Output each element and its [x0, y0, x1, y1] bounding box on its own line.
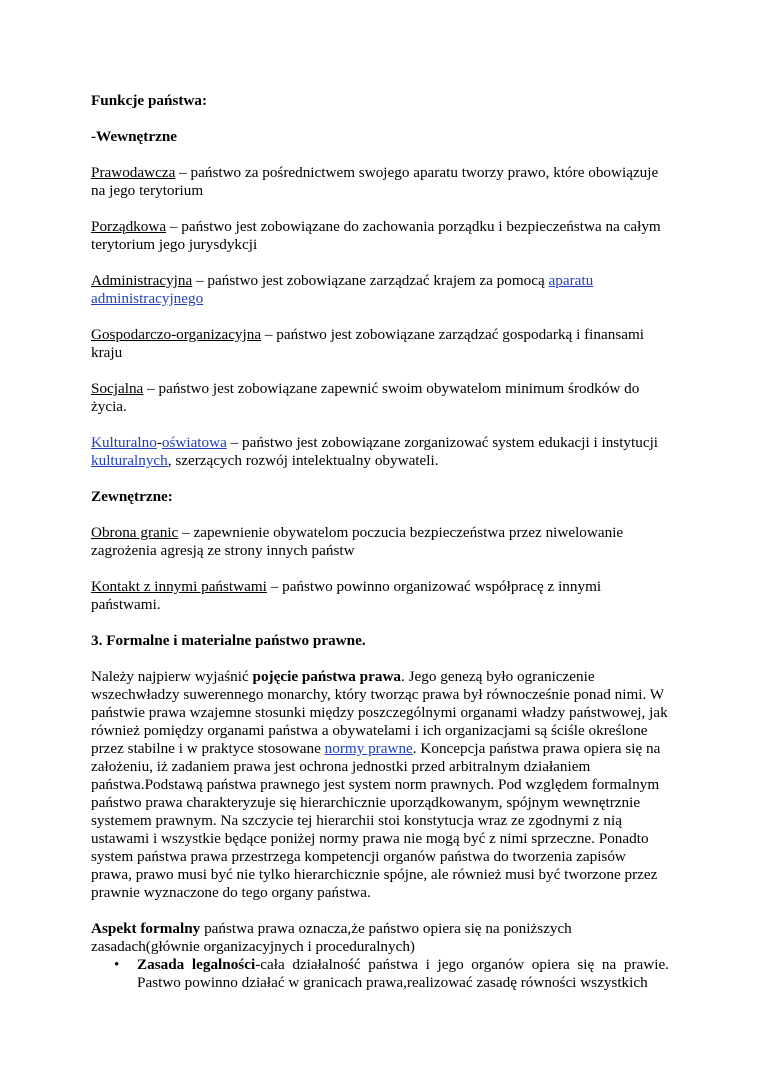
paragraph-text: . Koncepcja państwa prawa opiera się na założeniu, iż zadaniem prawa jest ochrona jednostki przed arbitralnym działaniem państwa.Podstawą państwa prawnego jest system norm prawnych. Pod względem formalnym państwo prawa charakteryzuje się hierarchicznie uporządkowanym, spójnym wewnętrznie systemem prawnym. Na szczycie tej hierarchii stoi konstytucja wraz ze zgodnymi z nią ustawami i wszystkie będące poniżej normy prawa nie mogą być z nimi sprzeczne. Ponadto system państwa prawa przestrzega kompetencji organów państwa do tworzenia zapisów prawa, prawo musi być nie tylko hierarchicznie spójne, ale również musi być tworzone przez prawnie wyznaczone do tego organy państwa. — [91, 740, 661, 901]
paragraph-text: . Jego genezą było ograniczenie wszechwładzy suwerennego monarchy, który tworząc prawa był równocześnie ponad nimi. W państwie prawa wzajemne stosunki między poszczególnymi organami władzy państwowej, jak również pomiędzy organami państwa a obywatelami i ich organizacjami są ściśle określone przez stabilne i w praktyce stosowane — [91, 668, 668, 757]
function-socjalna — [91, 380, 669, 416]
internal-functions-heading: -Wewnętrzne — [91, 128, 178, 145]
function-term: Administracyjna — [91, 272, 193, 289]
function-description: – państwo jest zobowiązane zarządzać krajem za pomocą — [192, 272, 549, 289]
function-porzadkowa — [91, 218, 669, 254]
section-3-heading: 3. Formalne i materialne państwo prawne. — [91, 632, 366, 649]
function-gospodarczo-organizacyjna — [91, 326, 669, 362]
normy-prawne-link[interactable]: normy prawne — [324, 740, 413, 757]
function-prawodawcza — [91, 164, 669, 200]
function-description-end: , szerzących rozwój intelektualny obywateli. — [167, 452, 439, 469]
bullet-icon: • — [114, 956, 120, 973]
oswiatowa-link[interactable]: oświatowa — [161, 434, 227, 451]
function-description: – państwo jest zobowiązane zorganizować system edukacji i instytucji — [226, 434, 659, 451]
hyphen: - — [156, 434, 162, 451]
paragraph-text: państwa prawa oznacza,że państwo opiera się na poniższych zasadach(głównie organizacyjnych i proceduralnych) — [91, 920, 572, 955]
function-term: Socjalna — [91, 380, 144, 397]
function-kontakt — [91, 578, 669, 614]
kulturalnych-link[interactable]: kulturalnych — [91, 452, 168, 469]
paragraph-text: Należy najpierw wyjaśnić — [91, 668, 253, 685]
section-3-paragraph — [91, 668, 669, 902]
function-term: Porządkowa — [91, 218, 167, 235]
function-term: Prawodawcza — [91, 164, 176, 181]
function-administracyjna — [91, 272, 669, 308]
function-obrona-granic — [91, 524, 669, 560]
list-item-term: Zasada legalności — [137, 956, 256, 973]
document-content — [91, 92, 669, 992]
function-description: – państwo powinno organizować współpracę z innymi państwami. — [91, 578, 602, 613]
list-item — [91, 956, 669, 992]
aspekt-formalny-paragraph — [91, 920, 669, 956]
function-term: Obrona granic — [91, 524, 179, 541]
function-description: – zapewnienie obywatelom poczucia bezpieczeństwa przez niwelowanie zagrożenia agresją ze strony innych państw — [91, 524, 624, 559]
document-title: Funkcje państwa: — [91, 92, 208, 109]
function-description: – państwo jest zobowiązane do zachowania porządku i bezpieczeństwa na całym terytorium jego jurysdykcji — [91, 218, 661, 253]
aspekt-formalny-term: Aspekt formalny — [91, 920, 201, 937]
function-kulturalno-oswiatowa — [91, 434, 669, 470]
kulturalno-link[interactable]: Kulturalno — [91, 434, 157, 451]
external-functions-heading: Zewnętrzne: — [91, 488, 173, 505]
principles-list — [91, 956, 669, 992]
function-description: – państwo jest zobowiązane zapewnić swoim obywatelom minimum środków do życia. — [91, 380, 640, 415]
function-description: – państwo za pośrednictwem swojego aparatu tworzy prawo, które obowiązuje na jego terytorium — [91, 164, 659, 199]
paragraph-bold-term: pojęcie państwa prawa — [252, 668, 402, 685]
function-term: Kontakt z innymi państwami — [91, 578, 267, 595]
function-term: Gospodarczo-organizacyjna — [91, 326, 262, 343]
list-item-text: -cała działalność państwa i jego organów opiera się na prawie. Pastwo powinno działać w granicach prawa,realizować zasadę równości wszystkich — [137, 956, 669, 991]
aparatu-administracyjnego-link[interactable]: aparatu administracyjnego — [91, 272, 594, 307]
function-description: – państwo jest zobowiązane zarządzać gospodarką i finansami kraju — [91, 326, 644, 361]
